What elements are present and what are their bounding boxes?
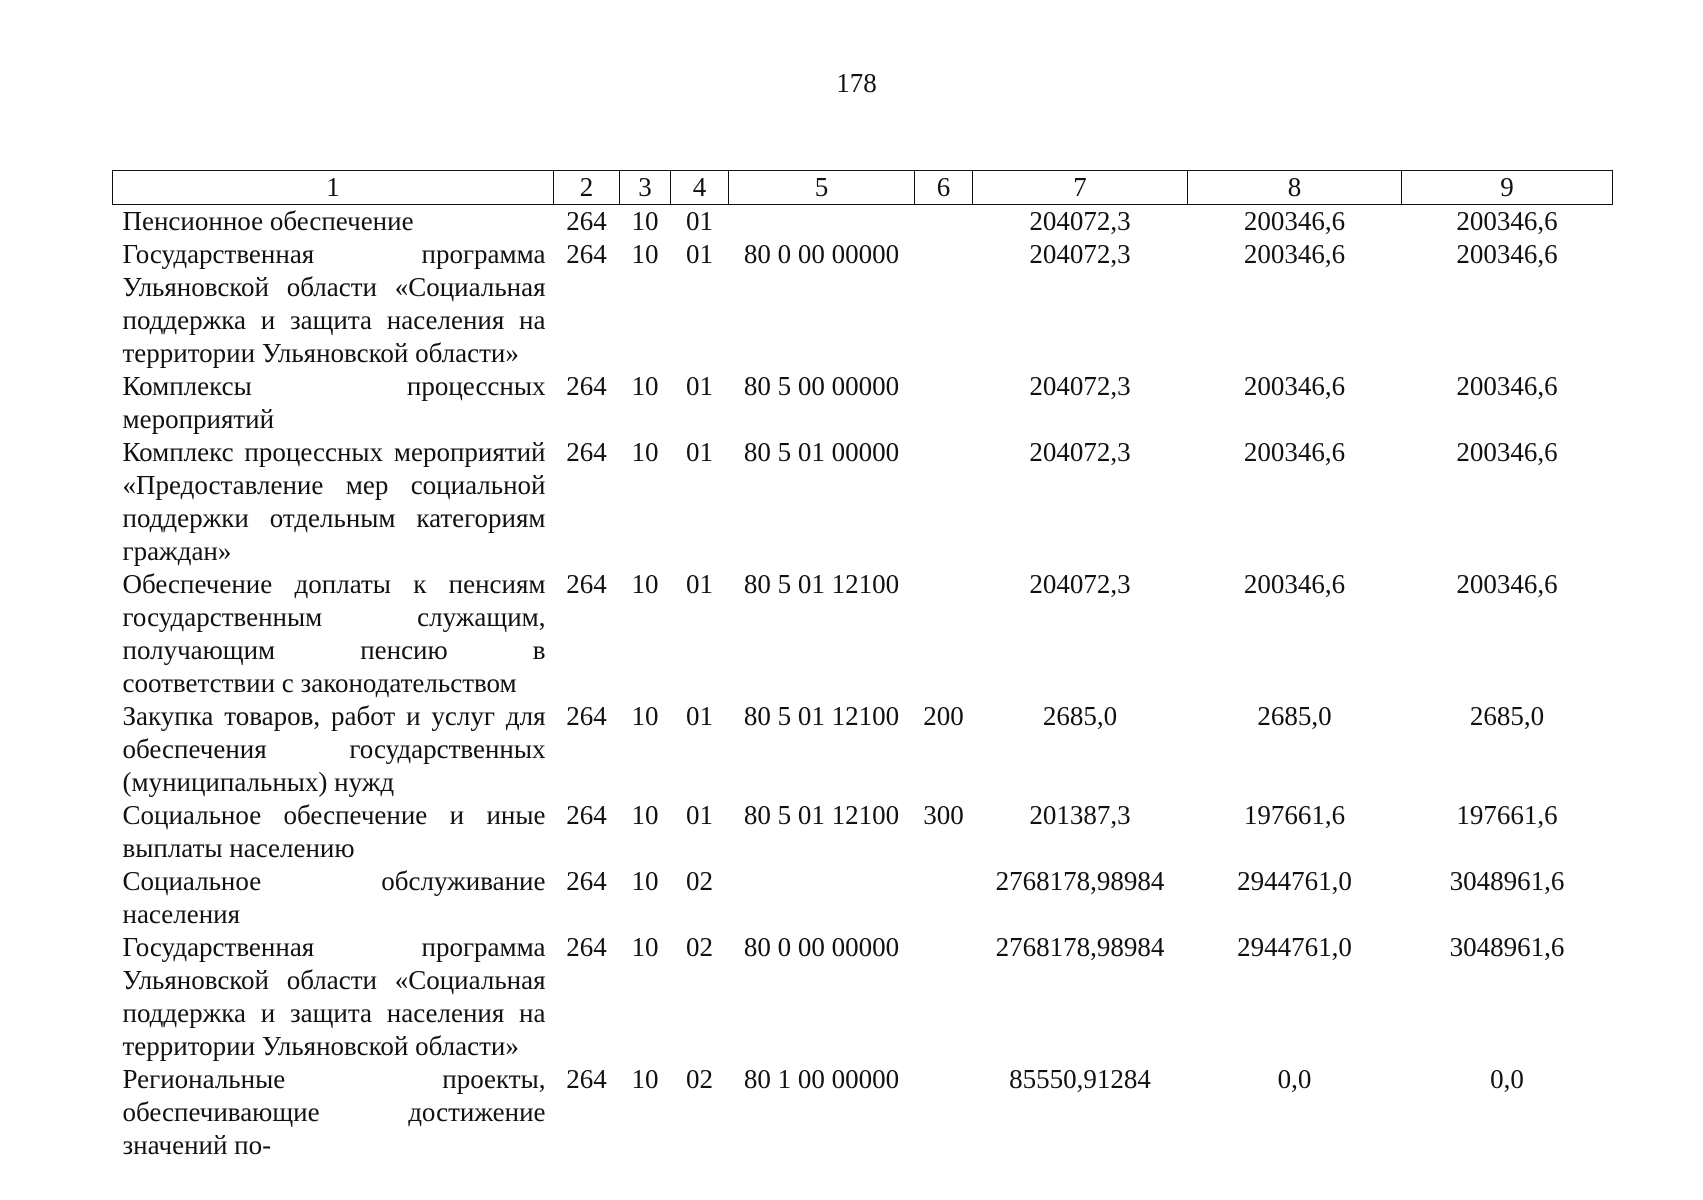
table-cell-amount-col-9: 200346,6 xyxy=(1456,206,1558,236)
table-cell-code-col-4: 02 xyxy=(686,866,713,896)
table-cell-code-col-4: 01 xyxy=(686,239,713,269)
table-cell-code-col-4: 01 xyxy=(686,569,713,599)
table-cell-code-col-6 xyxy=(915,238,973,370)
table-cell-row-name: Комплекс процессных мероприятий «Предоставление мер социальной поддержки отдельным категориям граждан» xyxy=(122,437,546,566)
table-cell-code-col-4: 01 xyxy=(686,437,713,467)
table-cell-code-col-5: 80 5 01 12100 xyxy=(743,701,900,731)
column-header-1: 1 xyxy=(113,171,554,205)
table-row xyxy=(113,238,1613,370)
table-cell-code-col-4: 02 xyxy=(686,1064,713,1094)
table-cell-code-col-5 xyxy=(729,205,915,239)
table-cell-code-col-2: 264 xyxy=(566,569,607,599)
table-cell-code-col-4: 01 xyxy=(686,371,713,401)
table-row xyxy=(113,1063,1613,1162)
table-cell-amount-col-7: 204072,3 xyxy=(1029,569,1131,599)
table-cell-row-name: Социальное обеспечение и иные выплаты населению xyxy=(122,800,546,863)
table-cell-code-col-4: 02 xyxy=(686,932,713,962)
table-cell-code-col-2: 264 xyxy=(566,701,607,731)
table-cell-code-col-3: 10 xyxy=(631,1064,659,1094)
table-cell-code-col-6 xyxy=(915,568,973,700)
table-cell-amount-col-7: 2768178,98984 xyxy=(995,932,1165,962)
column-header-3: 3 xyxy=(620,171,671,205)
table-row xyxy=(113,799,1613,865)
table-cell-amount-col-8: 200346,6 xyxy=(1243,569,1346,599)
table-cell-code-col-3: 10 xyxy=(631,701,659,731)
table-cell-amount-col-8: 200346,6 xyxy=(1243,371,1346,401)
table-cell-row-name: Государственная программа Ульяновской области «Социальная поддержка и защита населения на территории Ульяновской области» xyxy=(122,239,546,368)
table-cell-code-col-6: 200 xyxy=(923,701,964,731)
table-cell-amount-col-9: 200346,6 xyxy=(1456,371,1558,401)
table-cell-code-col-5: 80 5 01 00000 xyxy=(743,437,900,467)
table-cell-amount-col-7: 201387,3 xyxy=(1029,800,1131,830)
table-row xyxy=(113,931,1613,1063)
table-cell-code-col-4: 01 xyxy=(686,701,713,731)
table-cell-code-col-3: 10 xyxy=(631,866,659,896)
table-cell-code-col-6 xyxy=(915,1063,973,1162)
table-cell-code-col-3: 10 xyxy=(631,206,659,236)
table-cell-amount-col-9: 197661,6 xyxy=(1456,800,1558,830)
table-cell-amount-col-9: 2685,0 xyxy=(1469,701,1545,731)
table-cell-row-name: Комплексы процессных мероприятий xyxy=(122,371,546,434)
table-cell-code-col-2: 264 xyxy=(566,371,607,401)
table-row xyxy=(113,205,1613,239)
table-cell-amount-col-9: 0,0 xyxy=(1490,1064,1524,1094)
table-cell-amount-col-8: 197661,6 xyxy=(1243,800,1346,830)
table-header-row xyxy=(113,171,1613,205)
table-cell-code-col-6 xyxy=(915,436,973,568)
table-cell-code-col-2: 264 xyxy=(566,866,607,896)
table-cell-amount-col-9: 200346,6 xyxy=(1456,437,1558,467)
table-cell-code-col-6 xyxy=(915,931,973,1063)
table-cell-amount-col-8: 2944761,0 xyxy=(1237,932,1352,962)
table-cell-row-name: Региональные проекты, обеспечивающие достижение значений по- xyxy=(122,1064,546,1160)
table-cell-amount-col-8: 2944761,0 xyxy=(1237,866,1352,896)
table-cell-amount-col-7: 204072,3 xyxy=(1029,371,1131,401)
table-cell-code-col-5: 80 0 00 00000 xyxy=(743,932,900,962)
column-header-9: 9 xyxy=(1402,171,1613,205)
column-header-4: 4 xyxy=(671,171,729,205)
table-cell-code-col-5: 80 0 00 00000 xyxy=(743,239,900,269)
table-cell-code-col-4: 01 xyxy=(686,800,713,830)
table-cell-code-col-2: 264 xyxy=(566,239,607,269)
table-cell-amount-col-7: 204072,3 xyxy=(1029,437,1131,467)
table-cell-row-name: Обеспечение доплаты к пенсиям государственным служащим, получающим пенсию в соответствии с законодательством xyxy=(122,569,546,698)
table-cell-code-col-6 xyxy=(915,865,973,931)
table-cell-code-col-6: 300 xyxy=(923,800,964,830)
table-cell-code-col-2: 264 xyxy=(566,800,607,830)
column-header-6: 6 xyxy=(915,171,973,205)
budget-table xyxy=(112,170,1613,1162)
table-cell-code-col-2: 264 xyxy=(566,1064,607,1094)
table-cell-amount-col-8: 200346,6 xyxy=(1243,437,1346,467)
table-cell-amount-col-7: 204072,3 xyxy=(1029,206,1131,236)
column-header-2: 2 xyxy=(554,171,620,205)
table-cell-code-col-5 xyxy=(729,865,915,931)
table-cell-code-col-6 xyxy=(915,370,973,436)
table-cell-code-col-5: 80 5 01 12100 xyxy=(743,800,900,830)
table-cell-code-col-5: 80 5 00 00000 xyxy=(743,371,900,401)
page-number: 178 xyxy=(836,68,877,98)
column-header-7: 7 xyxy=(973,171,1188,205)
table-row xyxy=(113,865,1613,931)
table-cell-code-col-3: 10 xyxy=(631,569,659,599)
table-cell-amount-col-7: 2685,0 xyxy=(1042,701,1118,731)
column-header-5: 5 xyxy=(729,171,915,205)
table-cell-amount-col-9: 3048961,6 xyxy=(1449,866,1565,896)
table-row xyxy=(113,700,1613,799)
table-cell-amount-col-9: 3048961,6 xyxy=(1449,932,1565,962)
table-cell-amount-col-9: 200346,6 xyxy=(1456,569,1558,599)
table-cell-code-col-4: 01 xyxy=(686,206,713,236)
table-cell-amount-col-8: 200346,6 xyxy=(1243,239,1346,269)
table-cell-code-col-5: 80 1 00 00000 xyxy=(743,1064,900,1094)
table-cell-amount-col-8: 0,0 xyxy=(1277,1064,1312,1094)
column-header-8: 8 xyxy=(1188,171,1402,205)
table-cell-row-name: Закупка товаров, работ и услуг для обеспечения государственных (муниципальных) нужд xyxy=(122,701,546,797)
table-cell-code-col-3: 10 xyxy=(631,800,659,830)
table-cell-amount-col-7: 2768178,98984 xyxy=(995,866,1165,896)
table-cell-code-col-3: 10 xyxy=(631,932,659,962)
table-row xyxy=(113,370,1613,436)
table-cell-code-col-3: 10 xyxy=(631,371,659,401)
table-cell-code-col-2: 264 xyxy=(566,932,607,962)
table-cell-amount-col-9: 200346,6 xyxy=(1456,239,1558,269)
table-cell-amount-col-7: 85550,91284 xyxy=(1009,1064,1151,1094)
table-cell-code-col-2: 264 xyxy=(566,206,607,236)
table-cell-code-col-2: 264 xyxy=(566,437,607,467)
table-cell-amount-col-7: 204072,3 xyxy=(1029,239,1131,269)
table-cell-code-col-3: 10 xyxy=(631,239,659,269)
table-cell-code-col-5: 80 5 01 12100 xyxy=(743,569,900,599)
table-row xyxy=(113,568,1613,700)
table-cell-row-name: Социальное обслуживание населения xyxy=(122,866,546,929)
table-row xyxy=(113,436,1613,568)
table-cell-row-name: Пенсионное обеспечение xyxy=(122,206,414,236)
table-cell-code-col-6 xyxy=(915,205,973,239)
table-cell-row-name: Государственная программа Ульяновской области «Социальная поддержка и защита населения на территории Ульяновской области» xyxy=(122,932,546,1061)
table-cell-amount-col-8: 200346,6 xyxy=(1243,206,1346,236)
table-cell-amount-col-8: 2685,0 xyxy=(1257,701,1332,731)
table-cell-code-col-3: 10 xyxy=(631,437,659,467)
